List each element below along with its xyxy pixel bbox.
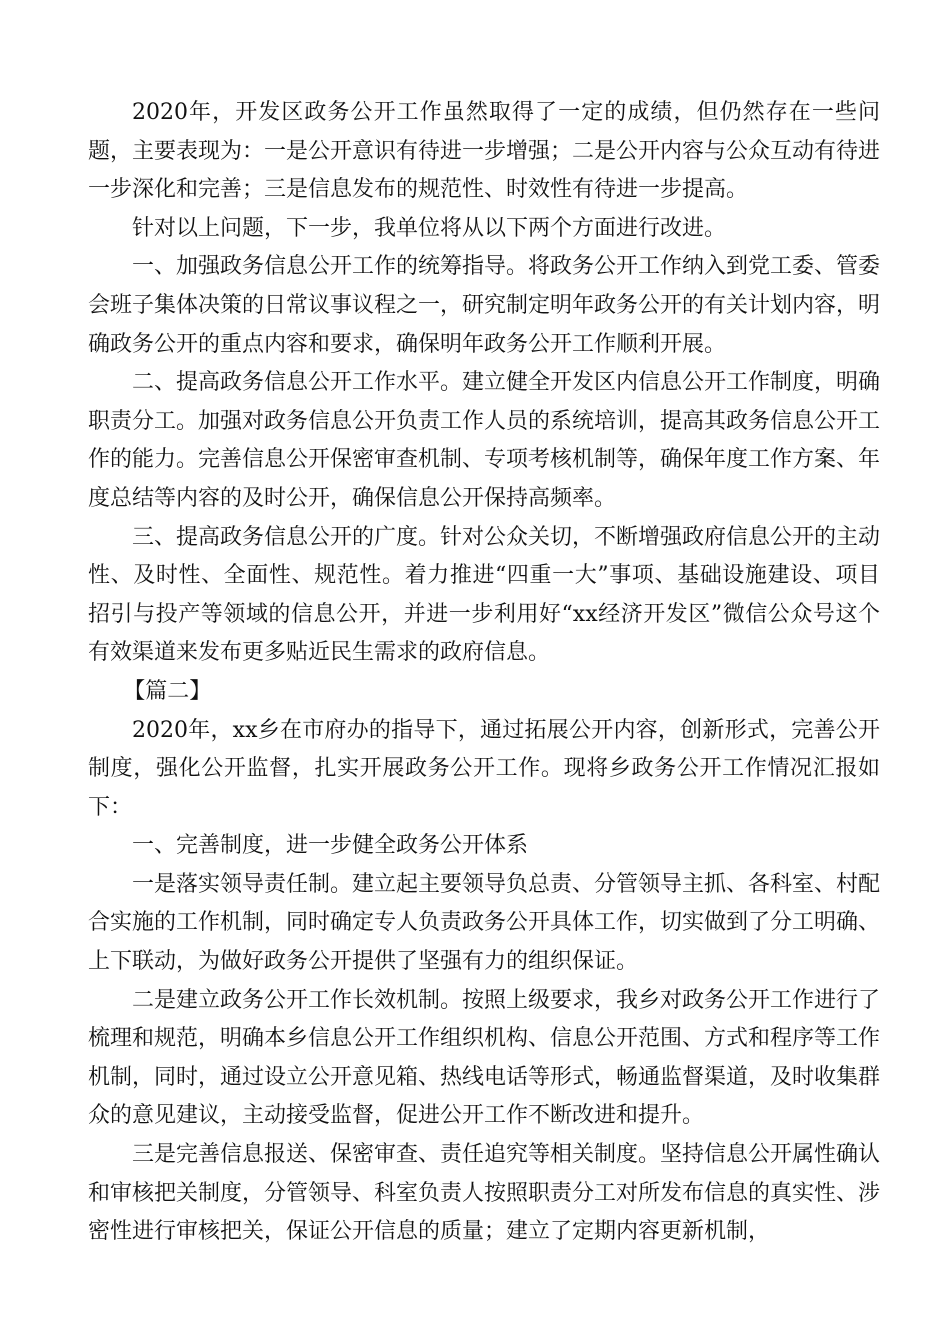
paragraph-point-one: 一、加强政务信息公开工作的统筹指导。将政务公开工作纳入到党工委、管委会班子集体决策的日常议事议程之一，研究制定明年政务公开的有关计划内容，明确政务公开的重点内容和要求，确保明年政务公开工作顺利开展。	[88, 254, 881, 357]
paragraph-point-three: 三、提高政务信息公开的广度。针对公众关切，不断增强政府信息公开的主动性、及时性、全面性、规范性。着力推进“四重一大”事项、基础设施建设、项目招引与投产等领域的信息公开，并进一步利用好“xx经济开发区”微信公众号这个有效渠道来发布更多贴近民生需求的政府信息。	[88, 524, 881, 666]
paragraph-problems: 2020年，开发区政务公开工作虽然取得了一定的成绩，但仍然存在一些问题，主要表现为：一是公开意识有待进一步增强；二是公开内容与公众互动有待进一步深化和完善；三是信息发布的规范性、时效性有待进一步提高。	[88, 100, 881, 203]
paragraph-next-step: 针对以上问题，下一步，我单位将从以下两个方面进行改进。	[132, 215, 727, 241]
subheading-improve-system: 一、完善制度，进一步健全政务公开体系	[132, 833, 529, 859]
paragraph-reporting: 三是完善信息报送、保密审查、责任追究等相关制度。坚持信息公开属性确认和审核把关制度，分管领导、科室负责人按照职责分工对所发布信息的真实性、涉密性进行审核把关，保证公开信息的质量；建立了定期内容更新机制，	[88, 1142, 881, 1245]
paragraph-intro-part-two: 2020年，xx乡在市府办的指导下，通过拓展公开内容，创新形式，完善公开制度，强化公开监督，扎实开展政务公开工作。现将乡政务公开工作情况汇报如下：	[88, 717, 880, 820]
section-heading-part-two: 【篇二】	[123, 678, 212, 704]
document-body	[88, 94, 880, 1252]
paragraph-mechanism: 二是建立政务公开工作长效机制。按照上级要求，我乡对政务公开工作进行了梳理和规范，明确本乡信息公开工作组织机构、信息公开范围、方式和程序等工作机制，同时，通过设立公开意见箱、热线电话等形式，畅通监督渠道，及时收集群众的意见建议，主动接受监督，促进公开工作不断改进和提升。	[88, 987, 881, 1129]
paragraph-point-two: 二、提高政务信息公开工作水平。建立健全开发区内信息公开工作制度，明确职责分工。加强对政务信息公开负责工作人员的系统培训，提高其政务信息公开工作的能力。完善信息公开保密审查机制、专项考核机制等，确保年度工作方案、年度总结等内容的及时公开，确保信息公开保持高频率。	[88, 370, 881, 511]
paragraph-responsibility: 一是落实领导责任制。建立起主要领导负总责、分管领导主抓、各科室、村配合实施的工作机制，同时确定专人负责政务公开具体工作，切实做到了分工明确、上下联动，为做好政务公开提供了坚强有力的组织保证。	[88, 871, 881, 975]
